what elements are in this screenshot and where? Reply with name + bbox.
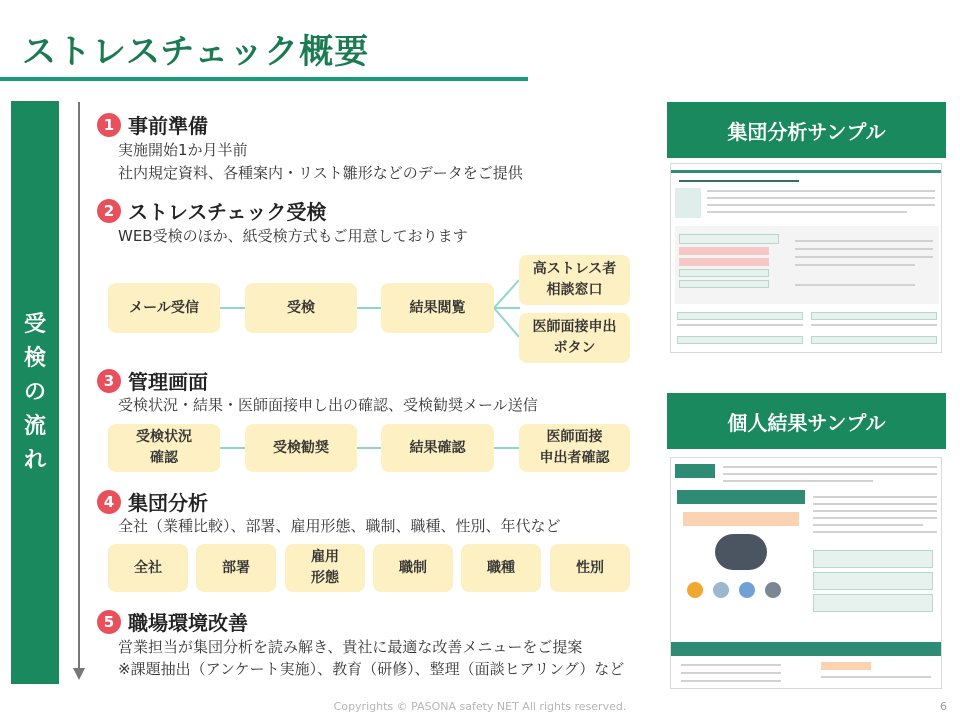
step-4-desc: 全社（業種比較）、部署、雇用形態、職制、職種、性別、年代など <box>118 517 561 535</box>
flow-box-doctor-interview-button: 医師面接申出 ボタン <box>519 313 630 363</box>
group-analysis-sample-image <box>670 163 942 353</box>
individual-results-sample-title: 個人結果サンプル <box>667 393 946 449</box>
step-title: 集団分析 <box>128 491 208 515</box>
flow-box-take-test: 受検 <box>245 283 357 333</box>
flow-box-view-results: 結果閲覧 <box>381 283 494 333</box>
step-2-desc: WEB受検のほか、紙受検方式もご用意しております <box>118 227 468 245</box>
flow-label-char: 流 <box>23 413 46 439</box>
step-number-badge: 3 <box>97 369 121 393</box>
step-3-desc: 受検状況・結果・医師面接申し出の確認、受検勧奨メール送信 <box>118 396 538 414</box>
step-5-desc-line-2: ※課題抽出（アンケート実施）、教育（研修）、整理（面談ヒアリング）など <box>118 660 625 678</box>
page-number: 6 <box>940 700 947 713</box>
step-3-heading <box>97 366 208 395</box>
footer-copyright: Copyrights © PASONA safety NET All rights reserved. <box>333 700 627 713</box>
step-title: 職場環境改善 <box>128 611 248 635</box>
step-number-badge: 2 <box>97 199 121 223</box>
individual-results-sample-image <box>670 457 942 689</box>
flow-box-gender: 性別 <box>550 544 630 592</box>
flow-box-employment-type: 雇用 形態 <box>285 544 365 592</box>
step-number-badge: 1 <box>97 113 121 137</box>
step-title: 事前準備 <box>128 114 208 138</box>
step-number-badge: 4 <box>97 490 121 514</box>
flow-box-check-results: 結果確認 <box>381 424 494 472</box>
step-title: 管理画面 <box>128 370 208 394</box>
flow-box-high-stress-consultation: 高ストレス者 相談窓口 <box>519 255 630 305</box>
flow-box-department: 部署 <box>196 544 276 592</box>
step-4-heading <box>97 487 208 516</box>
flow-label-char: れ <box>23 447 46 473</box>
flow-label-char: 受 <box>23 311 46 337</box>
flow-box-encourage-test: 受検勧奨 <box>245 424 357 472</box>
step-number-badge: 5 <box>97 610 121 634</box>
group-analysis-sample-title: 集団分析サンプル <box>667 102 946 158</box>
step-1-desc-line-1: 実施開始1か月半前 <box>118 141 248 159</box>
step-5-desc-line-1: 営業担当が集団分析を読み解き、貴社に最適な改善メニューをご提案 <box>118 638 583 656</box>
flow-box-company-wide: 全社 <box>108 544 188 592</box>
flow-label-char: の <box>23 379 46 405</box>
flow-label-char: 検 <box>23 345 46 371</box>
flow-box-mail-received: メール受信 <box>108 283 220 333</box>
step-1-desc-line-2: 社内規定資料、各種案内・リスト雛形などのデータをご提供 <box>118 164 523 182</box>
flow-box-check-status: 受検状況 確認 <box>108 424 220 472</box>
page-title: ストレスチェック概要 <box>22 32 370 72</box>
step-title: ストレスチェック受検 <box>128 200 327 224</box>
flow-box-job-type: 職種 <box>461 544 541 592</box>
flow-box-job-position: 職制 <box>373 544 453 592</box>
flow-box-doctor-interview-applicants: 医師面接 申出者確認 <box>519 424 630 472</box>
step-5-heading <box>97 607 248 636</box>
